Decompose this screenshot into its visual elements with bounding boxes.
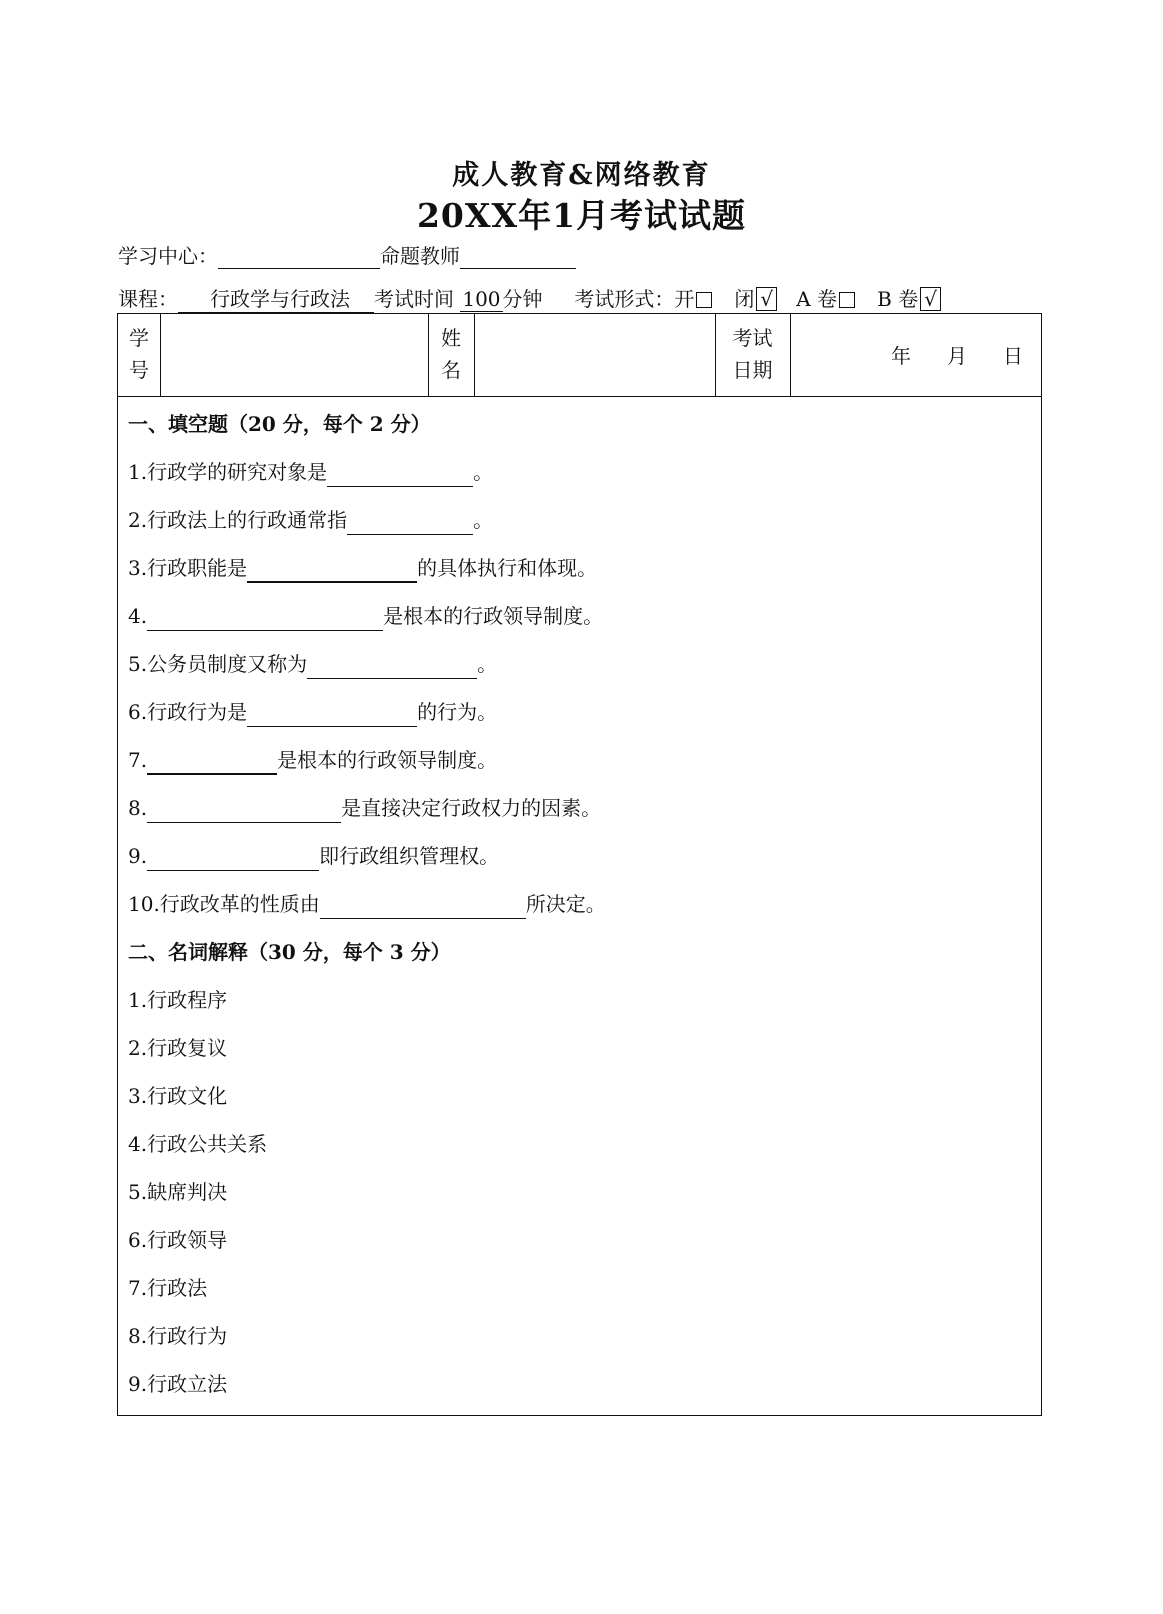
answer-blank[interactable] xyxy=(320,894,526,919)
fill-question: 3.行政职能是 的具体执行和体现。 xyxy=(128,553,606,601)
term-item: 8.行政行为 xyxy=(128,1324,228,1348)
fill-question: 2.行政法上的行政通常指 。 xyxy=(128,505,606,553)
fill-question: 1.行政学的研究对象是 。 xyxy=(128,457,606,505)
fill-question: 5.公务员制度又称为 。 xyxy=(128,649,606,697)
answer-blank[interactable] xyxy=(247,557,417,583)
paper-a-label: A 卷 xyxy=(796,287,838,311)
answer-blank[interactable] xyxy=(147,846,319,871)
fill-question: 10.行政改革的性质由 所决定。 xyxy=(128,889,606,937)
student-info-table xyxy=(118,314,1041,397)
exam-time-unit: 分钟 xyxy=(502,287,543,311)
day-label: 日 xyxy=(1003,344,1023,368)
exam-title: 20XX年1月考试试题 xyxy=(416,196,747,235)
student-id-field[interactable] xyxy=(161,314,428,396)
answer-blank[interactable] xyxy=(147,749,277,775)
exam-time-value: 100 xyxy=(462,287,501,311)
exam-form-label: 考试形式：开 xyxy=(574,287,695,311)
fill-question: 6.行政行为是 的行为。 xyxy=(128,697,606,745)
course-value: 行政学与行政法 xyxy=(178,283,374,313)
paper-b-label: B 卷 xyxy=(877,287,919,311)
name-label: 姓 名 xyxy=(441,326,461,382)
term-item: 3.行政文化 xyxy=(128,1084,228,1108)
exam-content xyxy=(128,409,606,1417)
teacher-blank[interactable] xyxy=(460,246,576,269)
exam-date-label: 考试 日期 xyxy=(732,326,773,382)
table-divider xyxy=(790,314,791,396)
fill-question: 4. 是根本的行政领导制度。 xyxy=(128,601,606,649)
closed-book-checkbox[interactable]: √ xyxy=(756,287,777,311)
course-label: 课程： xyxy=(118,287,178,311)
term-item: 6.行政领导 xyxy=(128,1228,228,1252)
answer-blank[interactable] xyxy=(347,510,473,535)
teacher-label: 命题教师 xyxy=(380,244,460,268)
section2-title: 二、名词解释（30 分，每个 3 分） xyxy=(128,940,451,964)
name-field[interactable] xyxy=(475,314,715,396)
study-center-blank[interactable] xyxy=(218,246,380,269)
answer-blank[interactable] xyxy=(147,798,341,823)
term-item: 5.缺席判决 xyxy=(128,1180,228,1204)
open-book-checkbox[interactable] xyxy=(696,292,712,308)
student-id-label: 学 号 xyxy=(129,326,149,382)
info-line-course xyxy=(118,283,941,313)
answer-blank[interactable] xyxy=(247,702,417,727)
exam-institution-title: 成人教育&网络教育 xyxy=(452,160,711,191)
fill-question: 7. 是根本的行政领导制度。 xyxy=(128,745,606,793)
term-item: 9.行政立法 xyxy=(128,1372,228,1396)
exam-time-label: 考试时间 xyxy=(374,287,454,311)
paper-a-checkbox[interactable] xyxy=(839,292,855,308)
closed-book-label: 闭 xyxy=(734,287,755,311)
term-item: 2.行政复议 xyxy=(128,1036,228,1060)
term-item: 7.行政法 xyxy=(128,1276,208,1300)
info-line-center xyxy=(118,240,576,269)
section1-title: 一、填空题（20 分，每个 2 分） xyxy=(128,412,431,436)
month-label: 月 xyxy=(947,344,967,368)
fill-question: 9. 即行政组织管理权。 xyxy=(128,841,606,889)
fill-question: 8. 是直接决定行政权力的因素。 xyxy=(128,793,606,841)
answer-blank[interactable] xyxy=(307,654,477,679)
answer-blank[interactable] xyxy=(147,606,383,631)
answer-blank[interactable] xyxy=(327,462,473,487)
term-item: 1.行政程序 xyxy=(128,988,228,1012)
exam-date-field[interactable] xyxy=(891,340,1023,369)
term-item: 4.行政公共关系 xyxy=(128,1132,268,1156)
year-label: 年 xyxy=(891,344,911,368)
exam-frame xyxy=(117,313,1042,1416)
study-center-label: 学习中心： xyxy=(118,244,218,268)
paper-b-checkbox[interactable]: √ xyxy=(920,287,941,311)
